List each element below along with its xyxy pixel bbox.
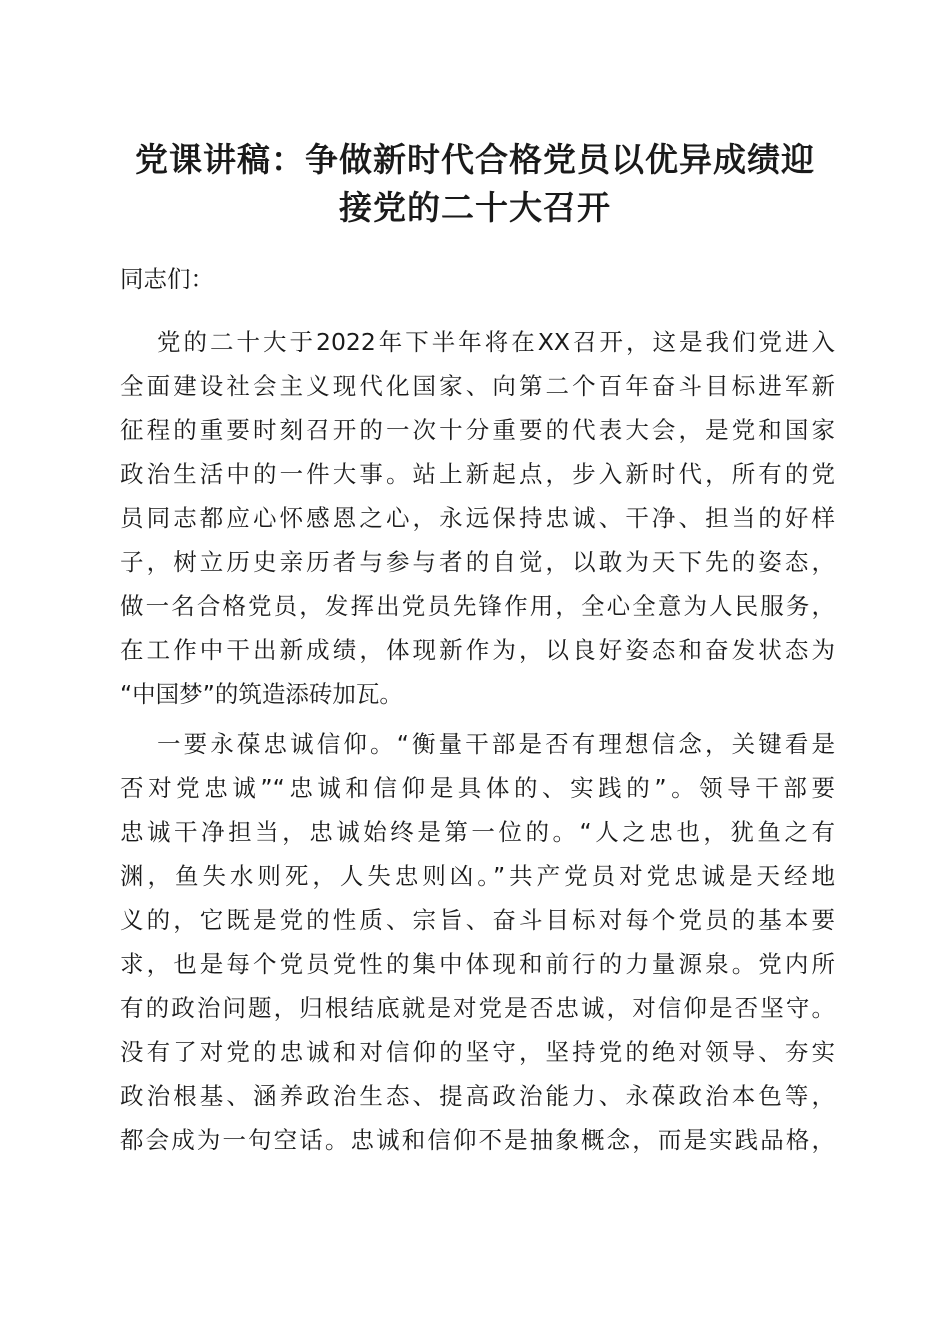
document-title-line-2: 接党的二十大召开 (339, 188, 611, 227)
paragraph-1-line: 员同志都应心怀感恩之心，永远保持忠诚、干净、担当的好样 (120, 504, 835, 532)
document-title-line-1: 党课讲稿：争做新时代合格党员以优异成绩迎 (135, 140, 815, 179)
paragraph-1-line: 党的二十大于2022年下半年将在XX召开，这是我们党进入 (157, 328, 835, 356)
paragraph-2-line: 有的政治问题，归根结底就是对党是否忠诚，对信仰是否坚守。 (120, 994, 835, 1022)
paragraph-1-line: 政治生活中的一件大事。站上新起点，步入新时代，所有的党 (120, 460, 835, 488)
paragraph-1-line: 做一名合格党员，发挥出党员先锋作用，全心全意为人民服务， (120, 592, 835, 620)
paragraph-2-line: 忠诚干净担当，忠诚始终是第一位的。“人之忠也，犹鱼之有 (120, 818, 835, 846)
paragraph-2-line: 否对党忠诚”“忠诚和信仰是具体的、实践的”。领导干部要 (120, 774, 835, 802)
paragraph-2-line: 义的，它既是党的性质、宗旨、奋斗目标对每个党员的基本要 (120, 906, 835, 934)
paragraph-2-line: 求，也是每个党员党性的集中体现和前行的力量源泉。党内所 (120, 950, 835, 978)
paragraph-1-line: 子，树立历史亲历者与参与者的自觉，以敢为天下先的姿态， (120, 548, 835, 576)
paragraph-1-line: 征程的重要时刻召开的一次十分重要的代表大会，是党和国家 (120, 416, 835, 444)
paragraph-2-line: 没有了对党的忠诚和对信仰的坚守，坚持党的绝对领导、夯实 (120, 1038, 835, 1066)
paragraph-1-line: “中国梦”的筑造添砖加瓦。 (120, 680, 403, 708)
paragraph-2-line: 都会成为一句空话。忠诚和信仰不是抽象概念，而是实践品格， (120, 1126, 835, 1154)
salutation: 同志们： (120, 265, 214, 293)
paragraph-2-line: 政治根基、涵养政治生态、提高政治能力、永葆政治本色等， (120, 1082, 835, 1110)
paragraph-1-line: 在工作中干出新成绩，体现新作为，以良好姿态和奋发状态为 (120, 636, 835, 664)
paragraph-1-line: 全面建设社会主义现代化国家、向第二个百年奋斗目标进军新 (120, 372, 835, 400)
paragraph-2-line: 一要永葆忠诚信仰。“衡量干部是否有理想信念，关键看是 (157, 730, 835, 758)
paragraph-2-line: 渊，鱼失水则死，人失忠则凶。”共产党员对党忠诚是天经地 (120, 862, 835, 890)
